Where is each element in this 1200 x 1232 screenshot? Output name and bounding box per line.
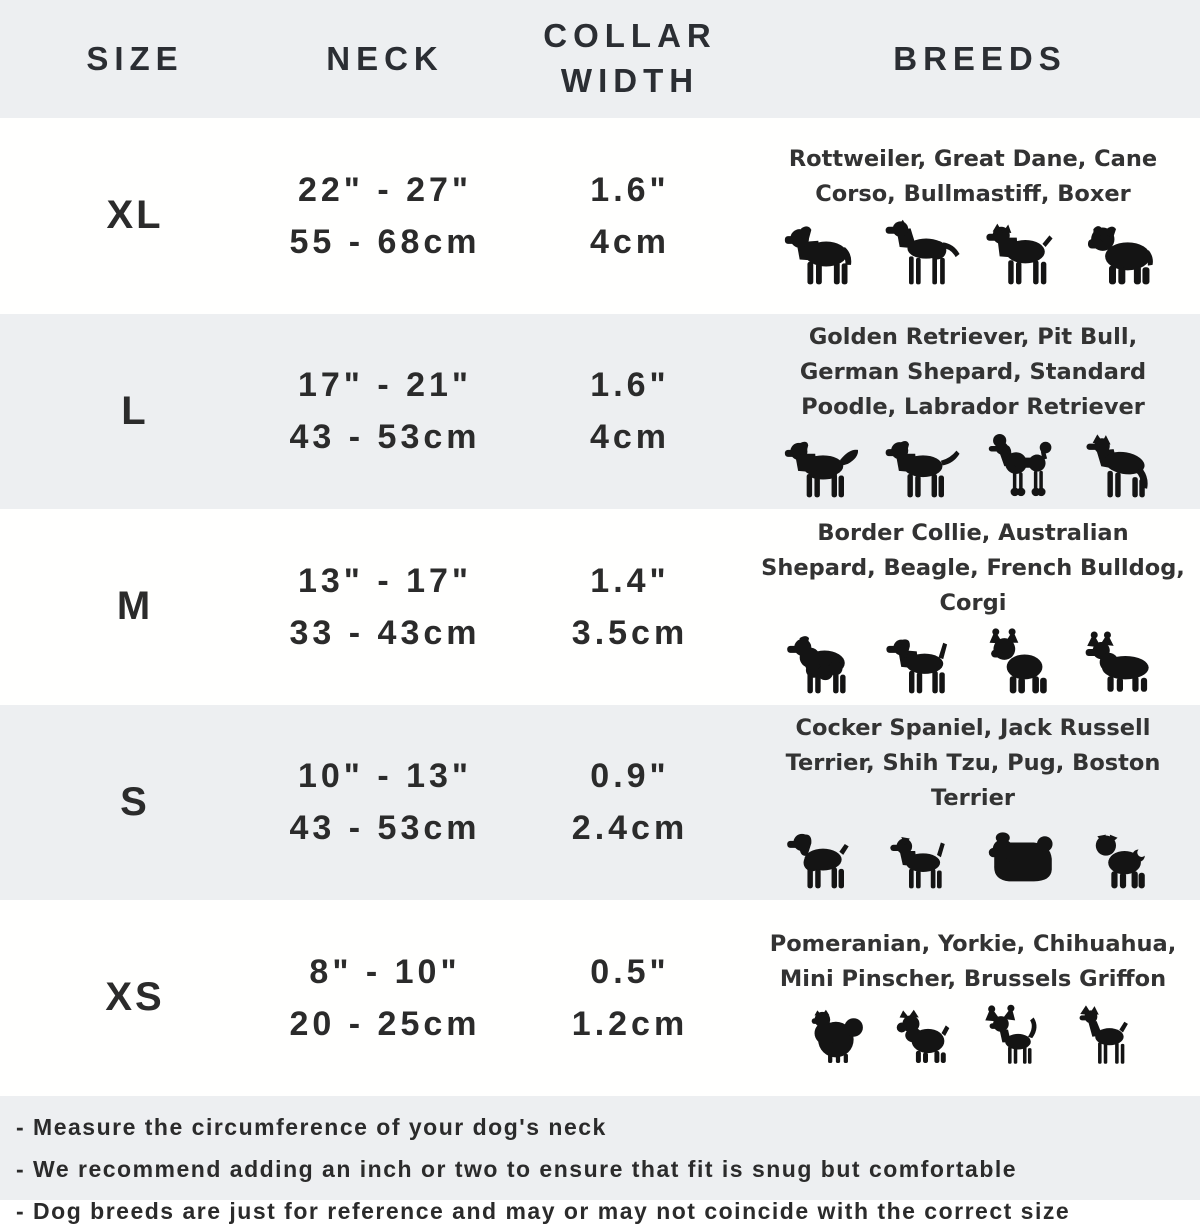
breed-names: Border Collie, Australian Shepard, Beagle, French Bulldog, Corgi [761,519,1185,616]
neck-cm: 43 - 53cm [289,809,481,848]
width-inches: 1.4" [590,561,670,600]
chihuahua-icon [978,1004,1058,1068]
breeds-cell [760,320,1200,502]
neck-measurement [270,555,500,659]
collar-width-measurement [500,164,760,268]
header-breeds: BREEDS [893,39,1067,77]
french-bulldog-icon [978,628,1068,698]
neck-cm: 55 - 68cm [289,222,481,261]
header-collar-width: COLLAR WIDTH [543,17,717,99]
neck-inches: 8" - 10" [309,952,461,991]
table-header [0,0,1200,118]
collar-width-measurement [500,750,760,854]
table-row-m [0,509,1200,705]
table-row-l [0,314,1200,510]
table-row-xs [0,900,1200,1096]
neck-cm: 43 - 53cm [289,418,481,457]
neck-measurement [270,946,500,1050]
width-inches: 1.6" [590,170,670,209]
size-label: XS [105,975,165,1020]
width-inches: 0.5" [590,952,670,991]
neck-inches: 17" - 21" [297,366,473,405]
table-row-s [0,705,1200,901]
dog-silhouettes [778,628,1168,698]
shih-tzu-icon [978,823,1068,893]
width-cm: 4cm [589,418,671,457]
breed-names: Cocker Spaniel, Jack Russell Terrier, Shih Tzu, Pug, Boston Terrier [785,715,1161,812]
poodle-icon [978,432,1068,502]
neck-measurement [270,164,500,268]
width-inches: 1.6" [590,366,670,405]
australian-shepherd-icon [778,628,868,698]
footnotes [0,1096,1200,1224]
corgi-icon [1078,628,1168,698]
width-cm: 1.2cm [571,1004,689,1043]
neck-measurement [270,750,500,854]
dog-silhouettes [778,219,1168,289]
breed-names: Golden Retriever, Pit Bull, German Shepard, Standard Poodle, Labrador Retriever [799,324,1147,421]
header-neck: NECK [326,39,444,77]
rottweiler-icon [778,219,868,289]
size-label: M [116,584,154,629]
footnote-recommend: - We recommend adding an inch or two to ensure that fit is snug but comfortable [16,1155,1018,1182]
footnote-measure: - Measure the circumference of your dog's neck [16,1113,607,1140]
size-label: XL [106,193,164,238]
neck-cm: 20 - 25cm [289,1004,481,1043]
collar-width-measurement [500,946,760,1050]
pug-icon [1078,823,1168,893]
footnote-reference: - Dog breeds are just for reference and may or may not coincide with the correct size [16,1197,1071,1224]
breed-names: Pomeranian, Yorkie, Chihuahua, Mini Pinscher, Brussels Griffon [769,931,1177,993]
neck-inches: 13" - 17" [297,561,473,600]
pomeranian-icon [798,1004,878,1068]
neck-cm: 33 - 43cm [289,613,481,652]
dog-silhouettes [798,1004,1148,1068]
beagle-icon [878,628,968,698]
width-cm: 3.5cm [571,613,689,652]
bullmastiff-icon [1078,219,1168,289]
size-label: S [120,779,150,824]
breeds-cell [760,516,1200,698]
breeds-cell [760,142,1200,289]
breeds-cell [760,711,1200,893]
yorkie-icon [888,1004,968,1068]
width-cm: 4cm [589,222,671,261]
collar-width-measurement [500,555,760,659]
table-row-xl [0,118,1200,314]
dog-silhouettes [778,432,1168,502]
dog-silhouettes [778,823,1168,893]
great-dane-icon [878,219,968,289]
breeds-cell [760,927,1200,1068]
labrador-icon [878,432,968,502]
jack-russell-icon [878,823,968,893]
golden-retriever-icon [778,432,868,502]
cane-corso-icon [978,219,1068,289]
german-shepherd-icon [1078,432,1168,502]
width-inches: 0.9" [590,757,670,796]
header-size: SIZE [86,39,184,77]
collar-width-measurement [500,359,760,463]
cocker-spaniel-icon [778,823,868,893]
neck-inches: 10" - 13" [297,757,473,796]
breed-names: Rottweiler, Great Dane, Cane Corso, Bullmastiff, Boxer [788,146,1158,208]
min-pin-icon [1068,1004,1148,1068]
width-cm: 2.4cm [571,809,689,848]
neck-inches: 22" - 27" [297,170,473,209]
size-label: L [121,388,149,433]
neck-measurement [270,359,500,463]
